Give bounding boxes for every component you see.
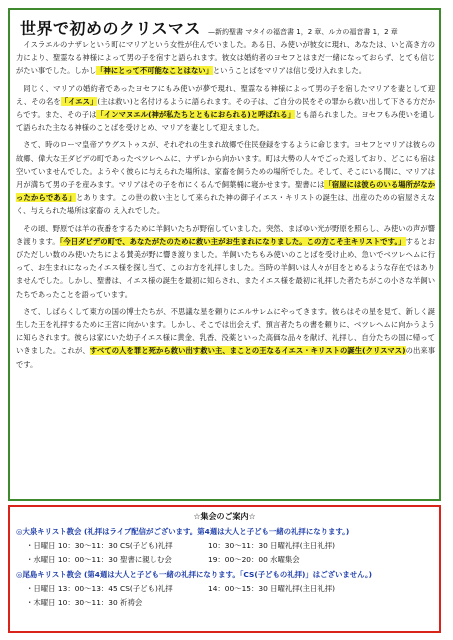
schedule-cell: 14：00～15：30 日曜礼拝(主日礼拝) [208,584,336,593]
paragraph-text: さて、しばらくして東方の国の博士たちが、不思議な星を頼りにエルサレムにやってきます。彼らはその星を見て、新しく誕生した王を礼拝するために王宮に向かいます。しかし、そこでは出会えず、預言者たちの書を頼りに、ベツレヘムに向かうように知らされます。彼らは家にいた幼子イエス様に黄金、乳香、没薬といった高価な品々を献げ、礼拝し、自分たちの国に帰っていきました。これが、 [16,306,435,356]
schedule-cell: ・水曜日 10：00～11：30 聖書に親しむ会 [26,555,172,564]
schedule-row [26,540,439,551]
schedule-cell: 19：00～20：00 水曜集会 [208,555,300,564]
church-oizumi-heading: ◎大泉キリスト教会 (礼拝はライブ配信がございます。第4週は大人と子ども一緒の礼拝になります。) [16,527,350,536]
article-paragraph [16,305,435,371]
paragraph-text: その頃、野原では羊の夜番をするために羊飼いたちが野宿していました。突然、まばゆい光が野原を照らし、み使いの声が響き渡ります。 [16,223,435,246]
page-title: 世界で初めのクリスマス [20,19,201,38]
article-paragraph [16,138,435,217]
article-paragraph [16,38,435,78]
schedule-cell: ・日曜日 13：00～13：45 CS(子ども)礼拝 [26,584,173,593]
notice-title: ☆集会のご案内☆ [193,512,256,521]
paragraph-text: 同じく、マリアの婚約者であったヨセフにもみ使いが夢で現れ、聖霊なる神様によって男の子を宿したマリアを妻として迎え、その名を [16,83,435,106]
article-body [16,38,435,375]
paragraph-text: さて、時のローマ皇帝アウグストゥスが、それぞれの生まれ故郷で住民登録をするように命じます。ヨセフとマリアは彼らの故郷、偉大な王ダビデの町であったベツレヘムに、ナザレから向かいます。町は大勢の人々でごった返しており、どこにも宿は空いていませんでした。ようやく彼らに与えられた場所は、家畜を飼うための場所でした。そして、そこにいる間に、マリアは月が満ちて男の子を産みます。マリアはその子を布にくるんで飼葉桶に寝かせます。聖書には [16,140,435,190]
paragraph-text: ということばをマリアは信じ受け入れました。 [212,66,367,76]
title-row [20,16,398,39]
paragraph-text: とも語られました。ヨセフもみ使いを通して語られた主なる神様のことばを受けとめ、マリアを妻として迎えました。 [16,110,436,133]
church-ojima-heading: ◎尾島キリスト教会 (第4週は大人と子ども一緒の礼拝になります。「CS(子どもの礼拝)」はございません。) [16,570,373,579]
article-paragraph [16,82,435,135]
notice-box [8,505,441,633]
paragraph-text: するとおびただしい数のみ使いたちによる賛美が野に響き渡りました。羊飼いたちもみ使いのことばを受け止め、急いでベツレヘムに行って、お生まれになったイエス様を探し当て、このお方を礼拝しました。当時の羊飼いは人々が目をとめるような存在ではありませんでした。しかし、聖書は、イエス様の誕生を最初に知らされ、またイエス様を最初に礼拝した者たちがこの小さな羊飼いたちであったことを語っています。 [16,236,436,299]
paragraph-text: イスラエルのナザレという町にマリアという女性が住んでいました。ある日、み使いが彼女に現れ、あなたは、いと高き方の力により、聖霊なる神様によって男の子を宿すと語られます。彼女は婚約者のヨセフとはまだ一緒になっておらず、とても信じがたい事でした。しかし [16,40,435,76]
article-paragraph [16,222,435,301]
schedule-row [26,583,439,594]
paragraph-text: (主は救い)と名付けるように語られます。その子は、ご自分の民をその罪から救い出して下さる方だからです。また、その子は [16,96,435,120]
schedule-cell: ・日曜日 10：30～11：30 CS(子ども)礼拝 [26,541,173,550]
schedule-row [26,554,439,565]
schedule-cell: ・木曜日 10：30～11：30 祈祷会 [26,598,143,607]
schedule-row [26,597,439,608]
highlighted-quote: 「インマヌエル(神が私たちとともにおられる)と呼ばれる」 [96,110,295,120]
highlighted-quote: 「宿屋には彼らのいる場所がなかったからである」 [16,180,435,203]
schedule-cell: 10：30～11：30 日曜礼拝(主日礼拝) [208,541,336,550]
highlighted-quote: すべての人を罪と死から救い出す救い主、まことの王なるイエス・キリストの誕生(クリスマス) [89,346,406,356]
highlighted-quote: 「イエス」 [60,96,98,106]
highlighted-quote: 「神にとって不可能なことはない」 [96,66,213,76]
paragraph-text: の出来事です。 [16,346,436,369]
page-subtitle: —新約聖書 マタイの福音書 1，2 章、ルカの福音書 1，2 章 [207,28,398,36]
paragraph-text: とあります。この世の救い主として来られた神の御子イエス・キリストの誕生は、出産のための宿屋さえなく、与えられた場所は家畜の え入れでした。 [16,193,435,216]
highlighted-quote: 「今日ダビデの町で、あなたがたのために救い主がお生まれになりました。この方こそ主キリストです。」 [59,236,406,246]
